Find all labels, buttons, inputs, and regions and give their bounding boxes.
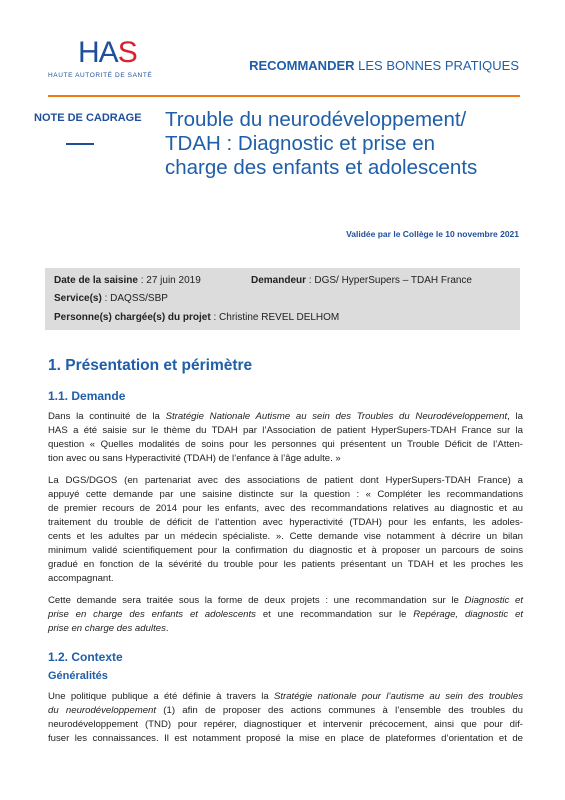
logo-subtitle: HAUTE AUTORITÉ DE SANTÉ bbox=[48, 72, 153, 79]
info-box bbox=[45, 268, 520, 330]
section-heading: 1. Présentation et périmètre bbox=[48, 357, 253, 374]
validation-note: Validée par le Collège le 10 novembre 2021 bbox=[346, 229, 519, 239]
text-run-italic: prise en charge des adultes bbox=[48, 623, 166, 634]
text-line: cents et les adultes par un médecin spécialiste. ». Cette demande vise notamment à décrire un bilan bbox=[48, 531, 523, 542]
text-run: , la bbox=[507, 411, 523, 422]
personne-value: : Christine REVEL DELHOM bbox=[210, 312, 340, 323]
saisine-value: : 27 juin 2019 bbox=[137, 275, 201, 286]
service-label: Service(s) bbox=[54, 293, 102, 304]
paragraph-demande-1 bbox=[48, 410, 523, 466]
personne-label: Personne(s) chargée(s) du projet bbox=[54, 312, 211, 323]
paragraph-demande-3 bbox=[48, 594, 523, 636]
demandeur-value: : DGS/ HyperSupers – TDAH France bbox=[306, 275, 472, 286]
text-line bbox=[48, 410, 523, 424]
text-line: fuser les connaissances. Il est notamment proposé la mise en place de plateformes d’orientation et de bbox=[48, 733, 523, 744]
text-line: minimum validé scientifiquement pour la confirmation du diagnostic et à proposer un parcours de soins bbox=[48, 545, 523, 556]
document-type-label: NOTE DE CADRAGE bbox=[34, 112, 142, 124]
text-run-italic: prise en charge des enfants et adolescents bbox=[48, 609, 256, 620]
logo-text-accent: S bbox=[117, 36, 137, 69]
text-line: La DGS/DGOS (en partenariat avec des associations de patient dont HyperSupers-TDAH France) a bbox=[48, 475, 523, 486]
label-underline bbox=[66, 143, 94, 145]
text-run: Dans la continuité de la bbox=[48, 411, 166, 422]
tagline-rest: LES BONNES PRATIQUES bbox=[354, 58, 519, 73]
title-line: TDAH : Diagnostic et prise en bbox=[165, 132, 436, 155]
text-line: gradué en fonction de la sévérité du trouble pour les patients présentant un TDAH et les proches les bbox=[48, 559, 523, 570]
personne-row bbox=[54, 312, 339, 323]
text-line bbox=[48, 704, 523, 718]
header-tagline bbox=[249, 58, 519, 73]
text-run-italic: Repérage, diagnostic et bbox=[413, 609, 523, 620]
subsection-heading-demande: 1.1. Demande bbox=[48, 389, 126, 403]
text-run: (1) afin de proposer des actions communes à l’ensemble des troubles du bbox=[156, 705, 523, 716]
text-run: et une recommandation sur le bbox=[255, 609, 414, 620]
text-line: de premier recours de 2014 pour les enfants, avec des recommandations relatives au diagnostic et au bbox=[48, 503, 523, 514]
text-run-italic: Stratégie Nationale Autisme au sein des Troubles du Neurodéveloppement bbox=[165, 411, 508, 422]
title-line: Trouble du neurodéveloppement/ bbox=[165, 108, 467, 131]
subsection-heading-contexte: 1.2. Contexte bbox=[48, 650, 123, 664]
text-run: Cette demande sera traitée sous la forme de deux projets : une recommandation sur le bbox=[48, 595, 465, 606]
text-run-italic: Diagnostic et bbox=[464, 595, 523, 606]
text-run: Une politique publique a été définie à travers la bbox=[48, 691, 274, 702]
text-line: accompagnant. bbox=[48, 573, 114, 584]
title-line: charge des enfants et adolescents bbox=[165, 156, 478, 179]
document-title bbox=[165, 108, 535, 180]
saisine-row bbox=[54, 275, 201, 286]
text-line bbox=[48, 622, 523, 636]
text-line: neurodéveloppement (TND) pour repérer, diagnostiquer et intervenir précocement, ainsi que pour dif- bbox=[48, 719, 523, 730]
text-line bbox=[48, 608, 523, 622]
text-run-italic: du neurodéveloppement bbox=[48, 705, 157, 716]
subsubsection-heading-generalites: Généralités bbox=[48, 670, 108, 682]
paragraph-generalites bbox=[48, 690, 523, 746]
service-row bbox=[54, 293, 168, 304]
text-line bbox=[48, 690, 523, 704]
text-run-italic: Stratégie nationale pour l’autisme au sein des troubles bbox=[273, 691, 523, 702]
text-line bbox=[48, 594, 523, 608]
text-line: appuyé cette demande par une saisine distincte sur la question : « Compléter les recommandations bbox=[48, 489, 523, 500]
text-line: traitement du trouble de déficit de l’attention avec hyperactivité (TDAH) pour les enfants, les adoles- bbox=[48, 517, 523, 528]
logo-text-main: HA bbox=[78, 36, 118, 69]
saisine-label: Date de la saisine bbox=[54, 275, 138, 286]
logo-mark bbox=[78, 38, 137, 68]
text-run: . bbox=[165, 623, 169, 634]
text-line: HAS a été saisie sur le thème du TDAH par l’Association de patient HyperSupers-TDAH France sur la bbox=[48, 425, 523, 436]
header-divider bbox=[48, 95, 520, 97]
tagline-bold: RECOMMANDER bbox=[249, 58, 355, 73]
has-logo bbox=[48, 38, 178, 88]
demandeur-label: Demandeur bbox=[251, 275, 307, 286]
demandeur-row bbox=[251, 275, 472, 286]
paragraph-demande-2 bbox=[48, 474, 523, 586]
text-line: question « Quelles modalités de soins pour les personnes qui présentent un Trouble Déficit de l’Atten- bbox=[48, 439, 523, 450]
service-value: : DAQSS/SBP bbox=[101, 293, 168, 304]
text-line: tion avec ou sans Hyperactivité (TDAH) de l’enfance à l’âge adulte. » bbox=[48, 453, 341, 464]
